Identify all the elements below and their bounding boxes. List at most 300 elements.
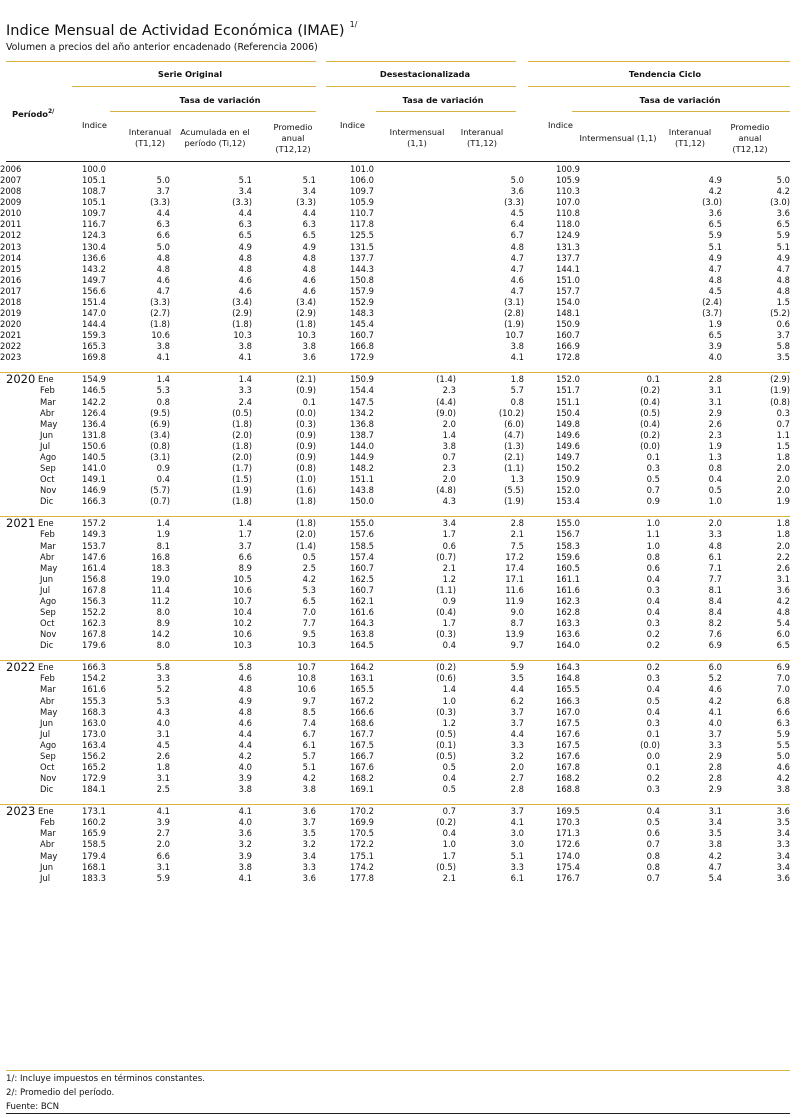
intermensual-label: Intermensual [389, 127, 445, 137]
cell-interanual-tc: 3.3 [708, 739, 722, 750]
cell-promedio-tc: 2.2 [776, 551, 790, 562]
cell-promedio-tc: 2.0 [776, 540, 790, 551]
cell-promedio-tc: 5.8 [776, 341, 790, 352]
cell-indice-de: 160.7 [350, 584, 374, 595]
month-label: Mar [40, 540, 56, 551]
cell-interanual-so: 0.9 [156, 463, 170, 474]
block-year: 2021 [6, 516, 36, 531]
cell-interanual-so: 3.9 [156, 817, 170, 828]
cell-indice-de: 117.8 [350, 219, 374, 230]
t112-label-tc: (T1,12) [674, 138, 705, 148]
table-row [0, 607, 790, 618]
cell-acumulada-so: (3.4) [232, 296, 252, 307]
month-label: Abr [40, 407, 55, 418]
month-label: Dic [40, 640, 54, 651]
cell-period [0, 861, 54, 873]
header-interanual-so [124, 127, 176, 149]
cell-indice-tc: 144.1 [556, 263, 580, 274]
cell-intermensual-tc: 0.6 [646, 562, 660, 573]
cell-promedio-so: 7.0 [302, 606, 316, 617]
cell-promedio-tc: 3.6 [776, 584, 790, 595]
cell-indice-tc: 171.3 [556, 828, 580, 839]
cell-interanual-tc: 4.0 [708, 717, 722, 728]
cell-intermensual-tc: 0.8 [646, 861, 660, 872]
cell-promedio-so: (0.8) [296, 463, 316, 474]
cell-interanual-so: 5.0 [156, 175, 170, 186]
cell-acumulada-so: (1.8) [232, 418, 252, 429]
cell-interanual-tc: 8.1 [708, 584, 722, 595]
cell-interanual-tc: 4.2 [708, 186, 722, 197]
cell-promedio-tc: 4.2 [776, 773, 790, 784]
cell-interanual-de: 4.4 [510, 684, 524, 695]
cell-interanual-tc: 1.0 [708, 496, 722, 507]
cell-intermensual-tc [580, 197, 660, 208]
cell-intermensual-de [374, 264, 456, 275]
cell-interanual-de: 2.8 [510, 517, 524, 528]
cell-interanual-so: 8.0 [156, 606, 170, 617]
cell-period [0, 595, 57, 607]
cell-indice-so: 154.9 [82, 373, 106, 384]
header-tendencia-ciclo: Tendencia Ciclo [628, 69, 702, 79]
cell-interanual-de: 13.9 [505, 629, 524, 640]
block-separator [0, 795, 790, 805]
cell-interanual-so: 4.7 [156, 285, 170, 296]
cell-promedio-tc: 4.2 [776, 186, 790, 197]
cell-promedio-so: 10.3 [297, 330, 316, 341]
cell-promedio-tc: 1.9 [776, 496, 790, 507]
cell-interanual-de: 4.4 [510, 728, 524, 739]
cell-interanual-so: 4.1 [156, 805, 170, 816]
cell-interanual-so: 3.8 [156, 341, 170, 352]
cell-indice-tc: 167.5 [556, 739, 580, 750]
table-row [0, 208, 790, 219]
cell-interanual-so: 4.6 [156, 274, 170, 285]
cell-promedio-tc: 1.8 [776, 451, 790, 462]
cell-interanual-de: 5.9 [510, 661, 524, 672]
cell-interanual-tc: 0.5 [708, 485, 722, 496]
cell-interanual-tc: 4.0 [708, 352, 722, 363]
cell-indice-de: 143.8 [350, 485, 374, 496]
cell-promedio-so: 3.6 [302, 805, 316, 816]
cell-indice-so: 159.3 [82, 330, 106, 341]
cell-promedio-tc: (5.2) [770, 308, 790, 319]
header-tasa-rule-1 [110, 111, 316, 112]
cell-indice-tc: 151.1 [556, 396, 580, 407]
table-row [0, 275, 790, 286]
cell-intermensual-de: (9.0) [436, 407, 456, 418]
cell-intermensual-tc [580, 341, 660, 352]
cell-interanual-tc: 4.9 [708, 175, 722, 186]
cell-acumulada-so: 4.8 [238, 252, 252, 263]
cell-interanual-tc: 3.7 [708, 728, 722, 739]
cell-promedio-so: 3.4 [302, 850, 316, 861]
cell-indice-de: 138.7 [350, 429, 374, 440]
cell-intermensual-de: 3.8 [442, 440, 456, 451]
periodo-label: Período [12, 108, 48, 119]
header-tasa-rule-3 [572, 111, 790, 112]
cell-interanual-so: 3.1 [156, 728, 170, 739]
cell-promedio-tc: 6.6 [776, 706, 790, 717]
table-row [0, 230, 790, 241]
cell-interanual-tc: 2.9 [708, 750, 722, 761]
cell-interanual-tc: 2.3 [708, 429, 722, 440]
cell-interanual-de: 3.3 [510, 861, 524, 872]
cell-interanual-tc: 2.9 [708, 407, 722, 418]
table-row [0, 839, 790, 850]
cell-intermensual-de [374, 164, 456, 175]
cell-interanual-so: (3.1) [150, 451, 170, 462]
cell-indice-tc: 160.7 [556, 330, 580, 341]
cell-indice-so: 162.3 [82, 618, 106, 629]
cell-interanual-de: 11.6 [505, 584, 524, 595]
cell-acumulada-so: 4.0 [238, 817, 252, 828]
cell-acumulada-so: (2.0) [232, 451, 252, 462]
cell-period: 2013 [0, 241, 22, 252]
cell-indice-tc: 176.7 [556, 872, 580, 883]
cell-interanual-de: 17.1 [505, 573, 524, 584]
cell-intermensual-tc: 1.0 [646, 517, 660, 528]
cell-interanual-so: 8.9 [156, 618, 170, 629]
table-row [0, 596, 790, 607]
cell-period: 2011 [0, 219, 22, 230]
cell-indice-de: 175.1 [350, 850, 374, 861]
cell-intermensual-de [374, 175, 456, 186]
month-label: Abr [40, 839, 55, 850]
block-separator [0, 651, 790, 661]
cell-intermensual-de [374, 242, 456, 253]
cell-interanual-so [106, 164, 170, 175]
table-row [0, 618, 790, 629]
cell-interanual-so: 3.3 [156, 673, 170, 684]
cell-intermensual-tc [580, 264, 660, 275]
cell-intermensual-de: (4.4) [436, 396, 456, 407]
cell-intermensual-de [374, 219, 456, 230]
month-label: Ago [40, 739, 57, 750]
cell-acumulada-so: (1.8) [232, 496, 252, 507]
cell-promedio-so: (3.4) [296, 296, 316, 307]
cell-period: 2020 [0, 319, 22, 330]
cell-period [0, 739, 57, 751]
cell-indice-so: 156.3 [82, 595, 106, 606]
table-row [0, 485, 790, 496]
table-row [0, 862, 790, 873]
cell-acumulada-so: 3.8 [238, 784, 252, 795]
cell-indice-de: 170.2 [350, 805, 374, 816]
cell-intermensual-de: (0.5) [436, 728, 456, 739]
table-row [0, 474, 790, 485]
cell-acumulada-so: 5.1 [238, 175, 252, 186]
cell-indice-so: 142.2 [82, 396, 106, 407]
table-row [0, 373, 790, 386]
cell-interanual-de: (2.8) [504, 308, 524, 319]
cell-interanual-so: 1.9 [156, 529, 170, 540]
cell-promedio-so: 9.5 [302, 629, 316, 640]
table-row [0, 585, 790, 596]
block-year: 2022 [6, 660, 36, 675]
table-row [0, 873, 790, 884]
cell-interanual-so: 3.7 [156, 186, 170, 197]
table-row [0, 574, 790, 585]
table-row [0, 805, 790, 818]
cell-indice-de: 147.5 [350, 396, 374, 407]
cell-interanual-tc: 5.1 [708, 241, 722, 252]
cell-promedio-so: 3.5 [302, 828, 316, 839]
cell-period [0, 828, 56, 839]
cell-interanual-so: 14.2 [151, 629, 170, 640]
cell-promedio-tc: 4.7 [776, 263, 790, 274]
cell-promedio-tc: 3.3 [776, 839, 790, 850]
cell-interanual-de: (3.1) [504, 296, 524, 307]
cell-intermensual-tc [580, 352, 660, 363]
cell-promedio-tc: 2.6 [776, 562, 790, 573]
cell-interanual-tc: 1.3 [708, 451, 722, 462]
cell-acumulada-so [170, 164, 252, 175]
month-label: Dic [40, 496, 54, 507]
cell-intermensual-de [374, 230, 456, 241]
cell-interanual-so: (3.4) [150, 429, 170, 440]
cell-interanual-de: 3.6 [510, 186, 524, 197]
cell-interanual-de: (1.9) [504, 496, 524, 507]
cell-indice-de: 151.1 [350, 474, 374, 485]
cell-indice-tc: 165.5 [556, 684, 580, 695]
cell-interanual-tc: 4.7 [708, 263, 722, 274]
cell-intermensual-tc [580, 253, 660, 264]
table-row [0, 718, 790, 729]
cell-intermensual-tc: (0.4) [640, 418, 660, 429]
cell-interanual-de: 6.7 [510, 230, 524, 241]
cell-promedio-tc: 5.0 [776, 175, 790, 186]
cell-acumulada-so: 10.6 [233, 629, 252, 640]
cell-indice-de: 155.0 [350, 517, 374, 528]
title-footnote-ref: 1/ [349, 20, 358, 29]
cell-indice-de: 169.1 [350, 784, 374, 795]
table-row [0, 164, 790, 175]
cell-indice-de: 160.7 [350, 562, 374, 573]
month-label: Jul [40, 728, 51, 739]
cell-interanual-de: 4.1 [510, 352, 524, 363]
table-row [0, 219, 790, 230]
table-row [0, 385, 790, 396]
cell-intermensual-tc: (0.4) [640, 396, 660, 407]
cell-intermensual-tc [580, 330, 660, 341]
cell-interanual-so: 4.8 [156, 263, 170, 274]
month-label: Abr [40, 551, 55, 562]
cell-interanual-de: 5.0 [510, 175, 524, 186]
cell-interanual-tc: 3.8 [708, 839, 722, 850]
cell-period [0, 850, 58, 862]
cell-intermensual-tc: 0.1 [646, 451, 660, 462]
cell-interanual-tc: 3.1 [708, 805, 722, 816]
cell-interanual-de: (5.5) [504, 485, 524, 496]
cell-interanual-tc: 5.2 [708, 673, 722, 684]
cell-promedio-so: 6.5 [302, 595, 316, 606]
cell-period [0, 673, 55, 684]
cell-indice-so: 141.0 [82, 463, 106, 474]
cell-indice-tc: 174.0 [556, 850, 580, 861]
header-group-rule-3 [528, 86, 790, 87]
cell-promedio-tc: (2.9) [770, 373, 790, 384]
cell-acumulada-so: 10.3 [233, 330, 252, 341]
table-row [0, 851, 790, 862]
cell-acumulada-so: (3.3) [232, 197, 252, 208]
cell-interanual-tc: 4.8 [708, 540, 722, 551]
cell-interanual-so: 4.1 [156, 352, 170, 363]
cell-indice-tc: 155.0 [556, 517, 580, 528]
block-rule [0, 651, 790, 661]
table-row [0, 242, 790, 253]
cell-indice-so: 184.1 [82, 784, 106, 795]
month-label: Sep [40, 463, 56, 474]
cell-promedio-so: 7.7 [302, 618, 316, 629]
cell-acumulada-so: 3.7 [238, 540, 252, 551]
cell-promedio-tc: (0.8) [770, 396, 790, 407]
cell-indice-so: 173.0 [82, 728, 106, 739]
cell-indice-tc: 172.6 [556, 839, 580, 850]
cell-period: 2014 [0, 252, 22, 263]
month-label: Jul [40, 440, 51, 451]
cell-acumulada-so: 10.4 [233, 606, 252, 617]
cell-promedio-so: 0.1 [302, 396, 316, 407]
cell-intermensual-de: (0.2) [436, 661, 456, 672]
cell-indice-tc: 167.6 [556, 750, 580, 761]
cell-indice-de: 109.7 [350, 186, 374, 197]
cell-intermensual-tc: 0.3 [646, 618, 660, 629]
cell-interanual-so: 11.2 [151, 595, 170, 606]
table-row [0, 463, 790, 474]
cell-intermensual-de: 1.7 [442, 529, 456, 540]
cell-promedio-tc: 7.0 [776, 673, 790, 684]
table-row [0, 197, 790, 208]
cell-intermensual-de: 2.0 [442, 474, 456, 485]
cell-indice-de: 169.9 [350, 817, 374, 828]
cell-promedio-so: 8.5 [302, 706, 316, 717]
cell-interanual-so: 18.3 [151, 562, 170, 573]
t1212-label-tc: (T12,12) [732, 144, 768, 154]
cell-interanual-so: (9.5) [150, 407, 170, 418]
cell-intermensual-tc: 0.1 [646, 728, 660, 739]
cell-indice-so: 136.6 [82, 252, 106, 263]
cell-indice-so: 166.3 [82, 661, 106, 672]
cell-indice-de: 125.5 [350, 230, 374, 241]
cell-intermensual-tc [580, 186, 660, 197]
cell-interanual-tc: 4.9 [708, 252, 722, 263]
cell-interanual-tc: 7.6 [708, 629, 722, 640]
month-label: Mar [40, 684, 56, 695]
cell-interanual-de: 6.4 [510, 219, 524, 230]
cell-indice-tc: 167.5 [556, 717, 580, 728]
cell-indice-so: 149.1 [82, 474, 106, 485]
block-separator [0, 507, 790, 517]
cell-promedio-so: 2.5 [302, 562, 316, 573]
cell-indice-so: 158.5 [82, 839, 106, 850]
cell-indice-so: 146.5 [82, 385, 106, 396]
header-promedio-so [268, 122, 318, 155]
cell-indice-de: 172.9 [350, 352, 374, 363]
cell-acumulada-so: 3.6 [238, 828, 252, 839]
cell-indice-tc: 153.4 [556, 496, 580, 507]
cell-indice-tc: 150.2 [556, 463, 580, 474]
cell-interanual-so: 19.0 [151, 573, 170, 584]
page-subtitle: Volumen a precios del año anterior encadenado (Referencia 2006) [6, 42, 318, 53]
cell-indice-tc: 151.7 [556, 385, 580, 396]
cell-interanual-de: (2.1) [504, 451, 524, 462]
month-label: Jul [40, 872, 51, 883]
header-interanual-tc [662, 127, 718, 149]
table-row [0, 330, 790, 341]
cell-interanual-tc: 2.9 [708, 784, 722, 795]
cell-indice-tc: 149.6 [556, 440, 580, 451]
cell-period: 2021 [0, 330, 22, 341]
cell-intermensual-de: (0.5) [436, 750, 456, 761]
cell-indice-so: 163.4 [82, 739, 106, 750]
cell-promedio-so: 3.6 [302, 872, 316, 883]
cell-period: 2015 [0, 263, 22, 274]
cell-intermensual-de: 2.1 [442, 562, 456, 573]
cell-promedio-tc: 3.8 [776, 784, 790, 795]
cell-indice-tc: 164.8 [556, 673, 580, 684]
table-row [0, 175, 790, 186]
cell-indice-de: 165.5 [350, 684, 374, 695]
cell-interanual-de: 7.5 [510, 540, 524, 551]
cell-indice-de: 177.8 [350, 872, 374, 883]
table-row [0, 397, 790, 408]
cell-interanual-de: 2.8 [510, 784, 524, 795]
cell-indice-so: 165.2 [82, 761, 106, 772]
table-row [0, 629, 790, 640]
cell-interanual-de: 4.8 [510, 241, 524, 252]
month-label: Feb [40, 817, 55, 828]
cell-intermensual-tc [580, 242, 660, 253]
month-label: Nov [40, 485, 57, 496]
cell-interanual-de: 3.3 [510, 739, 524, 750]
cell-indice-de: 163.8 [350, 629, 374, 640]
cell-indice-so: 166.3 [82, 496, 106, 507]
source-note: Fuente: BCN [6, 1102, 60, 1112]
t1212-label: (T12,12) [275, 144, 311, 154]
cell-interanual-tc: 3.1 [708, 396, 722, 407]
header-serie-original: Serie Original [157, 69, 223, 79]
header-tasa-rule-2 [376, 111, 516, 112]
cell-promedio-tc: 2.0 [776, 485, 790, 496]
cell-indice-tc: 118.0 [556, 219, 580, 230]
cell-acumulada-so: 3.9 [238, 773, 252, 784]
cell-interanual-tc: (3.0) [702, 197, 722, 208]
cell-intermensual-de [374, 352, 456, 363]
cell-indice-so: 109.7 [82, 208, 106, 219]
header-indice-tc: Indice [548, 120, 573, 130]
cell-acumulada-so: 8.9 [238, 562, 252, 573]
cell-promedio-so: 5.1 [302, 761, 316, 772]
cell-intermensual-tc: 0.2 [646, 661, 660, 672]
cell-acumulada-so: 4.8 [238, 684, 252, 695]
promedio-label: Promedio [273, 122, 313, 132]
cell-promedio-so: 4.2 [302, 573, 316, 584]
cell-interanual-so: 10.6 [151, 330, 170, 341]
header-group-rule-2 [326, 86, 516, 87]
cell-period [0, 474, 55, 485]
cell-indice-de: 157.9 [350, 285, 374, 296]
cell-interanual-de: 3.0 [510, 828, 524, 839]
month-label: May [40, 418, 58, 429]
cell-indice-de: 164.5 [350, 640, 374, 651]
cell-interanual-so: 8.1 [156, 540, 170, 551]
cell-interanual-so: 4.4 [156, 208, 170, 219]
header-intermensual-de [384, 127, 450, 149]
cell-intermensual-de: (0.4) [436, 606, 456, 617]
cell-promedio-so: (0.9) [296, 451, 316, 462]
cell-promedio-tc: 6.5 [776, 640, 790, 651]
cell-interanual-tc: 2.6 [708, 418, 722, 429]
